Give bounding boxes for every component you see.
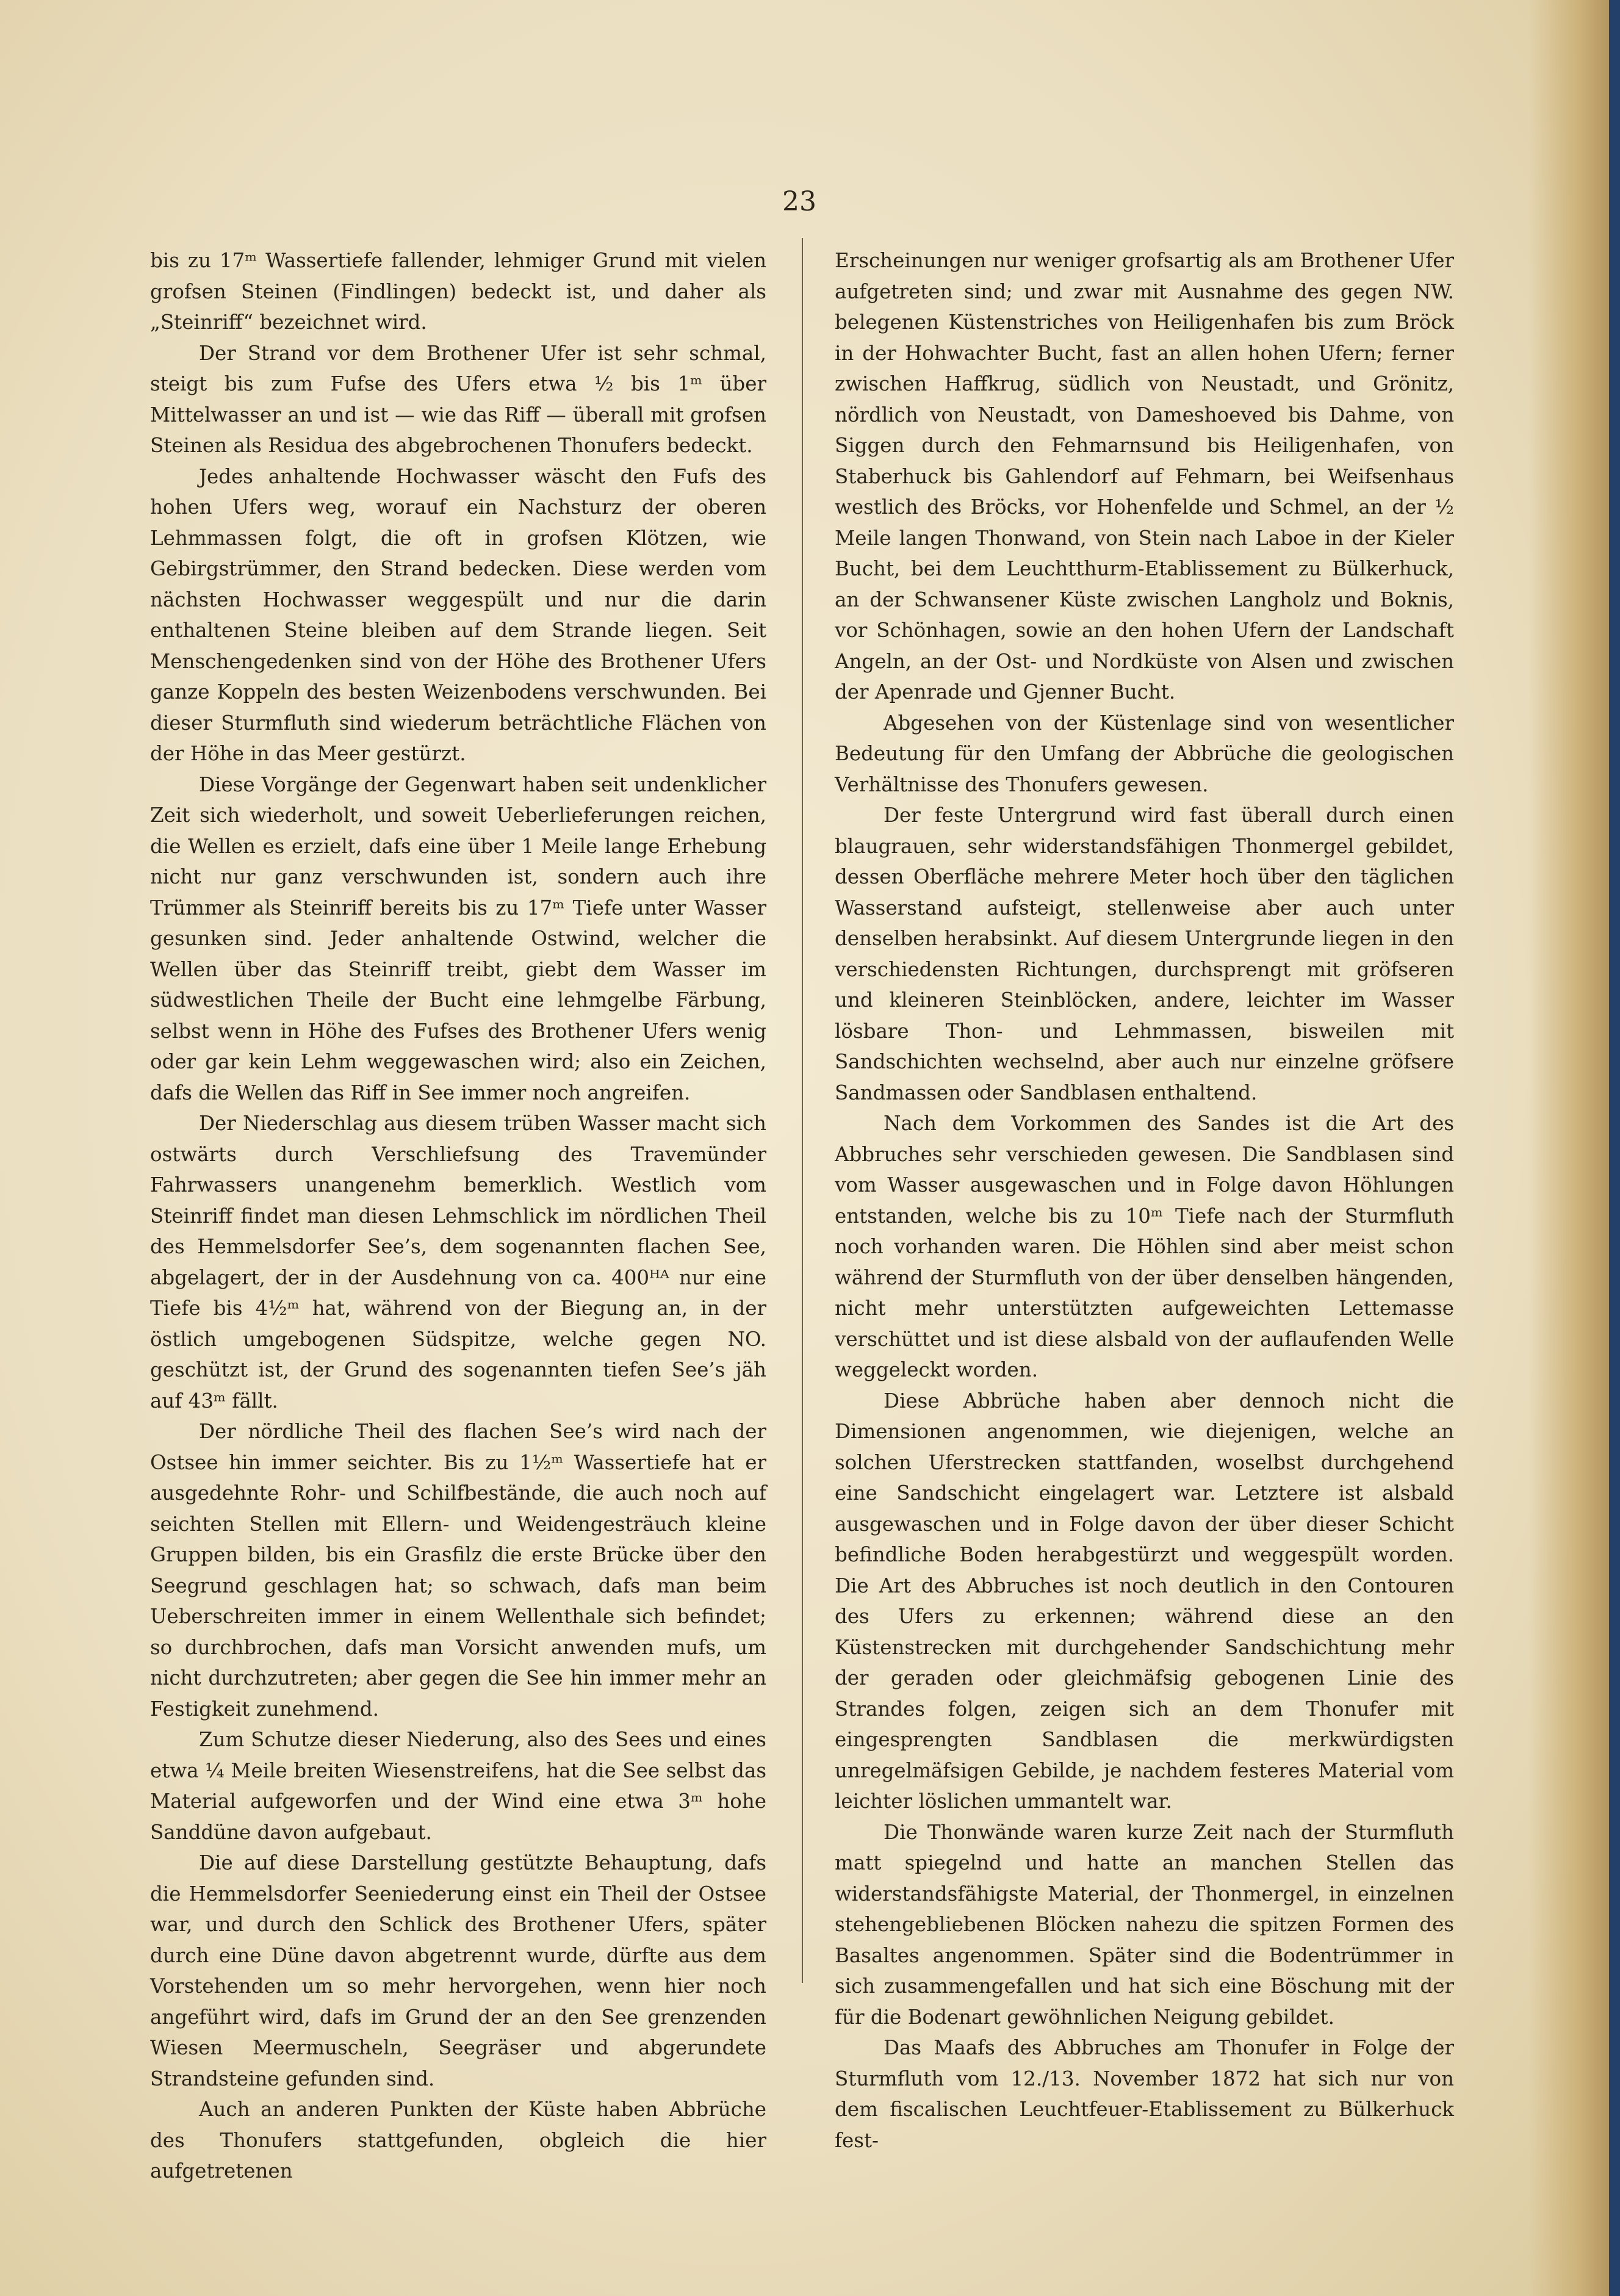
- paragraph: Die Thonwände waren kurze Zeit nach der Sturmfluth matt spiegelnd und hatte an manchen Stellen das widerstandsfähigste Material, der Thonmergel, in einzelnen stehengebliebenen Blöcken nahezu die spitzen Formen des Basaltes angenommen. Später sind die Bodentrümmer in sich zusammengefallen und hat sich eine Böschung mit der für die Bodenart gewöhnlichen Neigung gebildet.: [835, 1820, 1454, 2029]
- paragraph: Nach dem Vorkommen des Sandes ist die Art des Abbruches sehr verschieden gewesen. Die Sandblasen sind vom Wasser ausgewaschen und in Folge davon Höhlungen entstanden, welche bis zu 10ᵐ Tiefe nach der Sturmfluth noch vorhanden waren. Die Höhlen sind aber meist schon während der Sturmfluth von der über denselben hängenden, nicht mehr unterstützten aufgeweichten Lettemasse verschüttet und ist diese alsbald von der auflaufenden Welle weggeleckt worden.: [835, 1112, 1454, 1381]
- page-edge-shadow: [1528, 0, 1620, 2296]
- paragraph: Zum Schutze dieser Niederung, also des Sees und eines etwa ¼ Meile breiten Wiesenstreifens, hat die See selbst das Material aufgeworfen und der Wind eine etwa 3ᵐ hohe Sanddüne davon aufgebaut.: [150, 1728, 766, 1844]
- paragraph: Der Niederschlag aus diesem trüben Wasser macht sich ostwärts durch Verschliefsung des Travemünder Fahrwassers unangenehm bemerklich. Westlich vom Steinriff findet man diesen Lehmschlick im nördlichen Theil des Hemmelsdorfer See’s, dem sogenannten flachen See, abgelagert, der in der Ausdehnung von ca. 400ᴴᴬ nur eine Tiefe bis 4½ᵐ hat, während von der Biegung an, in der östlich umgebogenen Südspitze, welche gegen NO. geschützt ist, der Grund des sogenannten tiefen See’s jäh auf 43ᵐ fällt.: [150, 1112, 766, 1413]
- paragraph: Das Maafs des Abbruches am Thonufer in Folge der Sturmfluth vom 12./13. November 1872 hat sich nur von dem fiscalischen Leuchtfeuer-Etablissement zu Bülkerhuck fest-: [835, 2036, 1454, 2152]
- paragraph: Der Strand vor dem Brothener Ufer ist sehr schmal, steigt bis zum Fufse des Ufers etwa ½ bis 1ᵐ über Mittelwasser an und ist — wie das Riff — überall mit grofsen Steinen als Residua des abgebrochenen Thonufers bedeckt.: [150, 341, 766, 457]
- paragraph: Diese Vorgänge der Gegenwart haben seit undenklicher Zeit sich wiederholt, und soweit Ueberlieferungen reichen, die Wellen es erzielt, dafs eine über 1 Meile lange Erhebung nicht nur ganz verschwunden ist, sondern auch ihre Trümmer als Steinriff bereits bis zu 17ᵐ Tiefe unter Wasser gesunken sind. Jeder anhaltende Ostwind, welcher die Wellen über das Steinriff treibt, giebt dem Wasser im südwestlichen Theile der Bucht eine lehmgelbe Färbung, selbst wenn in Höhe des Fufses des Brothener Ufers wenig oder gar kein Lehm weggewaschen wird; also ein Zeichen, dafs die Wellen das Riff in See immer noch angreifen.: [150, 772, 766, 1104]
- paragraph: Jedes anhaltende Hochwasser wäscht den Fufs des hohen Ufers weg, worauf ein Nachsturz der oberen Lehmmassen folgt, die oft in grofsen Klötzen, wie Gebirgstrümmer, den Strand bedecken. Diese werden vom nächsten Hochwasser weggespült und nur die darin enthaltenen Steine bleiben auf dem Strande liegen. Seit Menschengedenken sind von der Höhe des Brothener Ufers ganze Koppeln des besten Weizenbodens verschwunden. Bei dieser Sturmfluth sind wiederum beträchtliche Flächen von der Höhe in das Meer gestürzt.: [150, 464, 766, 765]
- left-column: [150, 245, 766, 2183]
- paragraph: Diese Abbrüche haben aber dennoch nicht die Dimensionen angenommen, wie diejenigen, welche an solchen Uferstrecken stattfanden, woselbst durchgehend eine Sandschicht eingelagert war. Letztere ist alsbald ausgewaschen und in Folge davon der über dieser Schicht befindliche Boden herabgestürzt und weggespült worden. Die Art des Abbruches ist noch deutlich in den Contouren des Ufers zu erkennen; während diese an den Küstenstrecken mit durchgehender Sandschichtung mehr der geraden oder gleichmäfsig gebogenen Linie des Strandes folgen, zeigen sich an dem Thonufer mit eingesprengten Sandblasen die merkwürdigsten unregelmäfsigen Gebilde, je nachdem festeres Material vom leichter löslichen ummantelt war.: [835, 1389, 1454, 1813]
- right-column: [835, 245, 1454, 2167]
- paragraph: Der feste Untergrund wird fast überall durch einen blaugrauen, sehr widerstandsfähigen Thonmergel gebildet, dessen Oberfläche mehrere Meter hoch über den täglichen Wasserstand aufsteigt, stellenweise aber auch unter denselben herabsinkt. Auf diesem Untergrunde liegen in den verschiedensten Richtungen, durchsprengt mit gröfseren und kleineren Steinblöcken, andere, leichter im Wasser lösbare Thon- und Lehmmassen, bisweilen mit Sandschichten wechselnd, aber auch nur einzelne gröfsere Sandmassen oder Sandblasen enthaltend.: [835, 804, 1454, 1104]
- paragraph: Erscheinungen nur weniger grofsartig als am Brothener Ufer aufgetreten sind; und zwar mit Ausnahme des gegen NW. belegenen Küstenstriches von Heiligenhafen bis zum Bröck in der Hohwachter Bucht, fast an allen hohen Ufern; ferner zwischen Haffkrug, südlich von Neustadt, und Grönitz, nördlich von Neustadt, von Dameshoeved bis Dahme, von Siggen durch den Fehmarnsund bis Heiligenhafen, von Staberhuck bis Gahlendorf auf Fehmarn, bei Weifsenhaus westlich des Bröcks, vor Hohenfelde und Schmel, an der ½ Meile langen Thonwand, von Stein nach Laboe in der Kieler Bucht, bei dem Leuchtthurm-Etablissement zu Bülkerhuck, an der Schwansener Küste zwischen Langholz und Boknis, vor Schönhagen, sowie an den hohen Ufern der Landschaft Angeln, an der Ost- und Nordküste von Alsen und zwischen der Apenrade und Gjenner Bucht.: [835, 249, 1454, 704]
- paragraph: bis zu 17ᵐ Wassertiefe fallender, lehmiger Grund mit vielen grofsen Steinen (Findlingen) bedeckt ist, und daher als „Steinriff“ bezeichnet wird.: [150, 249, 766, 334]
- binding-strip: [1609, 0, 1620, 2296]
- paragraph: Die auf diese Darstellung gestützte Behauptung, dafs die Hemmelsdorfer Seeniederung einst ein Theil der Ostsee war, und durch den Schlick des Brothener Ufers, später durch eine Düne davon abgetrennt wurde, dürfte aus dem Vorstehenden um so mehr hervorgehen, wenn hier noch angeführt wird, dafs im Grund der an den See grenzenden Wiesen Meermuscheln, Seegräser und abgerundete Strandsteine gefunden sind.: [150, 1851, 766, 2090]
- paragraph: Abgesehen von der Küstenlage sind von wesentlicher Bedeutung für den Umfang der Abbrüche die geologischen Verhältnisse des Thonufers gewesen.: [835, 711, 1454, 796]
- paragraph: Auch an anderen Punkten der Küste haben Abbrüche des Thonufers stattgefunden, obgleich die hier aufgetretenen: [150, 2098, 766, 2183]
- paragraph: Der nördliche Theil des flachen See’s wird nach der Ostsee hin immer seichter. Bis zu 1½ᵐ Wassertiefe hat er ausgedehnte Rohr- und Schilfbestände, die auch noch auf seichten Stellen mit Ellern- und Weidengesträuch kleine Gruppen bilden, bis ein Grasfilz die erste Brücke über den Seegrund geschlagen hat; so schwach, dafs man beim Ueberschreiten immer in einem Wellenthale sich befindet; so durchbrochen, dafs man Vorsicht anwenden mufs, um nicht durchzutreten; aber gegen die See hin immer mehr an Festigkeit zunehmend.: [150, 1420, 766, 1721]
- page-number: 23: [782, 186, 816, 217]
- column-divider: [802, 238, 803, 1983]
